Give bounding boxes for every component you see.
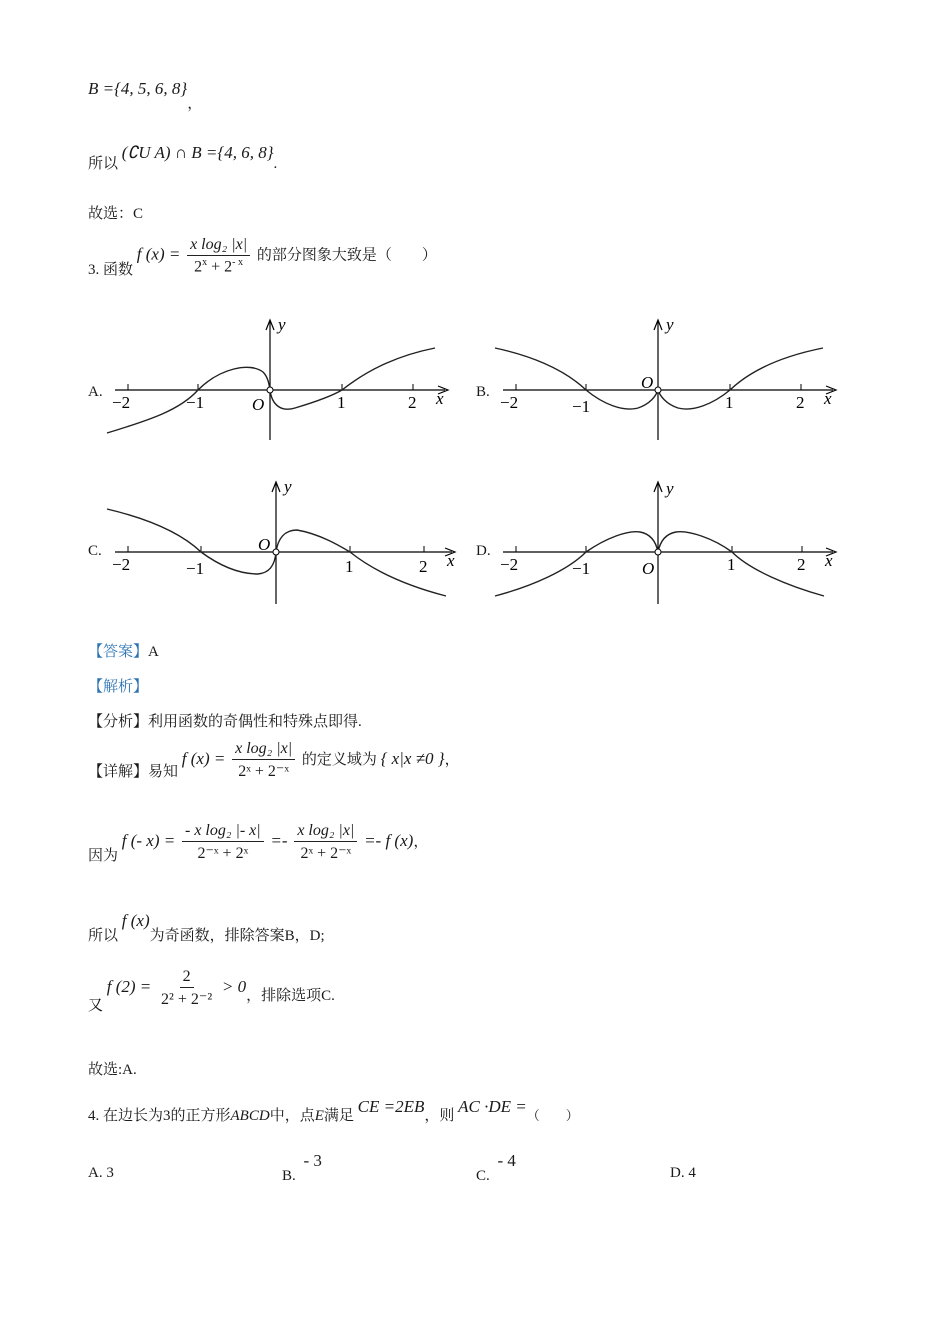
q4-choice-b-value: - 3 — [303, 1151, 322, 1170]
x-axis-label: x — [824, 389, 832, 408]
q4-choice-b — [282, 1151, 322, 1185]
x-axis-label: x — [447, 551, 455, 570]
so-line — [88, 142, 278, 172]
q3-den-a: 2 — [194, 258, 203, 276]
odd-mid: =- — [270, 830, 288, 850]
detail-pre: 易知 — [148, 763, 179, 780]
fenxi-line — [88, 710, 362, 731]
q4-dot-product: AC ·DE = — [458, 1097, 527, 1116]
option-c-label: C. — [88, 543, 102, 559]
set-b-expr: B ={4, 5, 6, 8} — [88, 79, 188, 98]
option-d-label: D. — [476, 543, 491, 559]
odd-denominator-2: 2ˣ + 2⁻ˣ — [300, 845, 352, 862]
graph-a-svg — [100, 310, 450, 445]
answer-line — [88, 640, 159, 661]
q3-stem-tail: 的部分图象大致是（ ） — [256, 247, 437, 264]
tick-label: 2 — [797, 555, 806, 574]
fenxi-tag: 【分析】 — [88, 714, 149, 730]
origin-label: O — [642, 559, 655, 578]
curve-d — [495, 532, 824, 596]
detail-numerator: x log₂ |x| — [232, 740, 295, 760]
q4-square: ABCD — [230, 1108, 270, 1124]
odd-tail: ， — [413, 833, 429, 850]
graph-d-svg — [488, 472, 838, 607]
answer-tag: 【答案】 — [88, 644, 149, 660]
tick-label: −2 — [112, 555, 131, 574]
origin-label: O — [641, 373, 654, 392]
so-prefix: 所以 — [88, 156, 119, 172]
q4-choice-b-label: B. — [282, 1168, 296, 1184]
graph-c-svg — [100, 472, 460, 607]
q4-choice-c-label: C. — [476, 1168, 490, 1184]
domain-set: { x|x ≠0 } — [380, 748, 445, 768]
so-expr: (∁U A) ∩ B ={4, 6, 8} — [121, 143, 274, 162]
q4-point: E — [314, 1108, 324, 1124]
graph-d — [488, 472, 838, 612]
origin-label: O — [252, 395, 265, 414]
q4-stem — [88, 1096, 579, 1124]
q4-stem-mid: 中，点 — [269, 1108, 315, 1124]
curve-b — [495, 348, 823, 409]
q4-stem-pre: 4. 在边长为3的正方形 — [88, 1108, 231, 1124]
tick-label: −2 — [112, 393, 131, 412]
y-axis-label: y — [284, 477, 292, 496]
f2-lhs: f (2) = — [106, 976, 152, 996]
odd-numerator-2: x log₂ |x| — [294, 822, 357, 842]
detail-denominator: 2ˣ + 2⁻ˣ — [238, 763, 289, 780]
origin-label: O — [258, 535, 271, 554]
f2-denominator: 2² + 2⁻² — [161, 991, 213, 1008]
x-axis-label: x — [436, 389, 444, 408]
answer-value: A — [148, 644, 159, 660]
graph-b — [488, 310, 838, 450]
q3-numerator: x log₂ |x| — [187, 236, 250, 256]
q3-stem — [88, 236, 437, 276]
q4-choice-c-value: - 4 — [497, 1151, 516, 1170]
f2-numerator: 2 — [180, 968, 194, 988]
domain-tail: ， — [444, 751, 460, 768]
choose-c-line: 故选：C — [88, 206, 144, 222]
so-f: f (x) — [121, 911, 150, 930]
detail-fraction — [232, 740, 295, 781]
fenxi-text: 利用函数的奇偶性和特殊点即得. — [148, 714, 362, 730]
q3-den-a-sup: x — [202, 257, 208, 268]
tick-label: −1 — [186, 559, 205, 578]
also-text: 又 — [88, 997, 104, 1014]
q3-fraction — [187, 236, 250, 276]
f2-line — [88, 968, 335, 1014]
set-b-comma: ， — [187, 96, 203, 112]
odd-lhs: f (- x) = — [121, 830, 176, 850]
q3-number: 3. 函数 — [88, 261, 134, 278]
tick-label: −1 — [186, 393, 205, 412]
graph-c — [100, 472, 460, 612]
q4-choice-c — [476, 1151, 516, 1185]
detail-lhs: f (x) = — [181, 748, 226, 768]
q4-stem-tail: （ ） — [526, 1108, 579, 1123]
tick-label: 1 — [727, 555, 736, 574]
tick-label: 1 — [337, 393, 346, 412]
odd-numerator-1: - x log₂ |- x| — [182, 822, 264, 842]
q3-den-b-sup: - x — [232, 257, 244, 268]
x-axis-label: x — [825, 551, 833, 570]
so-tail: . — [273, 156, 278, 172]
graph-a — [100, 310, 450, 450]
q4-stem-mid3: ，则 — [424, 1108, 455, 1124]
q3-den-plus: + 2 — [207, 258, 233, 276]
f2-text: ，排除选项C. — [246, 987, 335, 1004]
domain-text: 的定义域为 — [301, 751, 377, 768]
y-axis-label: y — [278, 315, 286, 334]
tick-label: 2 — [796, 393, 805, 412]
odd-fraction-1 — [182, 822, 264, 863]
tick-label: 1 — [345, 557, 354, 576]
q4-condition: CE =2EB — [357, 1097, 425, 1116]
q4-choice-a: A. 3 — [88, 1165, 114, 1181]
analysis-tag: 【解析】 — [88, 679, 149, 695]
f2-rhs: > 0 — [221, 976, 247, 996]
q4-stem-mid2: 满足 — [323, 1108, 354, 1124]
tick-label: 1 — [725, 393, 734, 412]
odd-fraction-2 — [294, 822, 357, 863]
detail-tag: 【详解】 — [88, 763, 149, 780]
tick-label: −2 — [500, 393, 519, 412]
odd-rhs: =- f (x) — [364, 830, 414, 850]
f2-fraction — [158, 968, 215, 1009]
odd-denominator-1: 2⁻ˣ + 2ˣ — [197, 845, 249, 862]
so-text: 所以 — [88, 928, 119, 944]
tick-label: 2 — [419, 557, 428, 576]
choose-a-line: 故选:A. — [88, 1062, 137, 1078]
tick-label: −1 — [572, 397, 591, 416]
because-text: 因为 — [88, 847, 119, 864]
y-axis-label: y — [666, 479, 674, 498]
odd-conclusion-line — [88, 910, 325, 944]
tick-label: −2 — [500, 555, 519, 574]
q4-choice-d: D. 4 — [670, 1165, 696, 1181]
graph-b-svg — [488, 310, 838, 445]
set-b-line — [88, 78, 203, 112]
so-conclusion: 为奇函数，排除答案B，D; — [149, 928, 325, 944]
tick-label: 2 — [408, 393, 417, 412]
q3-denominator — [191, 256, 246, 276]
q3-func-lhs: f (x) = — [136, 244, 181, 264]
option-a-label: A. — [88, 384, 103, 400]
detail-line — [88, 740, 460, 781]
y-axis-label: y — [666, 315, 674, 334]
odd-line — [88, 822, 428, 863]
option-b-label: B. — [476, 384, 490, 400]
tick-label: −1 — [572, 559, 591, 578]
